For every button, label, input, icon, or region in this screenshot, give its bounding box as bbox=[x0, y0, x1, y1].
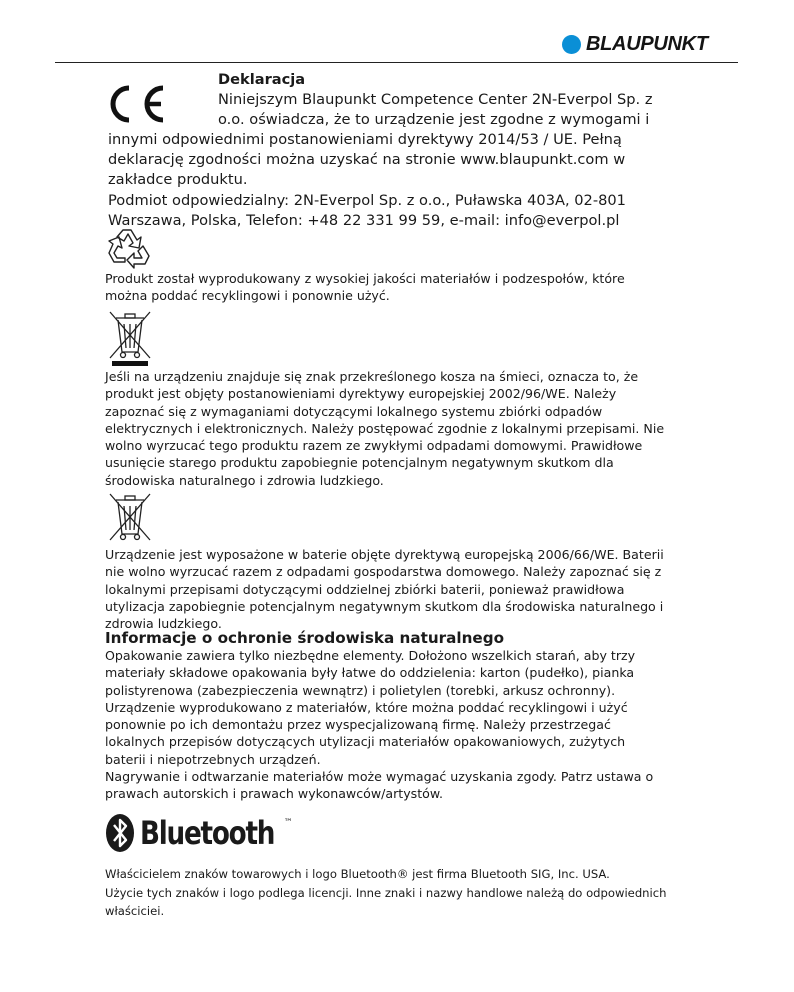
recycling-icon bbox=[105, 224, 155, 270]
ce-mark-icon bbox=[103, 82, 169, 126]
brand-name: BLAUPUNKT bbox=[586, 32, 708, 55]
bluetooth-logo-icon bbox=[105, 813, 135, 853]
declaration-line: innymi odpowiednimi postanowieniami dyrektywy 2014/53 / UE. Pełną bbox=[108, 131, 622, 148]
declaration-line: Podmiot odpowiedzialny: 2N-Everpol Sp. z o.o., Puławska 403A, 02-801 bbox=[108, 192, 626, 209]
environment-title: Informacje o ochronie środowiska naturalnego bbox=[105, 629, 505, 647]
brand-logo bbox=[562, 32, 708, 56]
crossed-bin-battery-icon bbox=[104, 488, 156, 544]
declaration-line: Niniejszym Blaupunkt Competence Center 2N-Everpol Sp. z bbox=[218, 91, 653, 108]
bluetooth-logo-text: Bluetooth bbox=[140, 814, 275, 852]
declaration-line: zakładce produktu. bbox=[108, 171, 248, 188]
declaration-line: Warszawa, Polska, Telefon: +48 22 331 99 59, e-mail: info@everpol.pl bbox=[108, 212, 620, 229]
battery-text: Urządzenie jest wyposażone w baterie objęte dyrektywą europejską 2006/66/WE. Baterii nie wolno wyrzucać razem z odpadami gospodarstwa domowego. Należy zapoznać się z lokalnymi przepisami dotyczącymi oddzielnej zbiórki baterii, ponieważ prawidłowa utylizacja zapobiegnie potencjalnym negatywnym skutkom dla środowiska naturalnego i zdrowia ludzkiego. bbox=[105, 547, 664, 632]
crossed-bin-icon bbox=[104, 308, 156, 368]
header-divider bbox=[55, 62, 738, 63]
environment-text: Opakowanie zawiera tylko niezbędne elementy. Dołożono wszelkich starań, aby trzy materiały składowe opakowania były łatwe do oddzielenia: karton (pudełko), pianka polistyrenowa (zabezpieczenia wewnątrz) i polietylen (torebki, arkusz ochronny). Urządzenie wyprodukowano z materiałów, które można poddać recyklingowi i użyć ponownie po ich demontażu przez wyspecjalizowaną firmę. Należy przestrzegać lokalnych przepisów dotyczących utylizacji materiałów opakowaniowych, zużytych baterii i niepotrzebnych urządzeń. Nagrywanie i odtwarzanie materiałów może wymagać uzyskania zgody. Patrz ustawa o prawach autorskich i prawach wykonawców/artystów. bbox=[105, 648, 654, 802]
weee-text: Jeśli na urządzeniu znajduje się znak przekreślonego kosza na śmieci, oznacza to, że produkt jest objęty postanowieniami dyrektywy europejskiej 2002/96/WE. Należy zapoznać się z wymaganiami dotyczącymi lokalnego systemu zbiórki odpadów elektrycznych i elektronicznych. Należy postępować zgodnie z lokalnymi przepisami. Nie wolno wyrzucać tego produktu razem ze zwykłymi odpadami domowymi. Prawidłowe usunięcie starego produktu zapobiegnie potencjalnym negatywnym skutkom dla środowiska naturalnego i zdrowia ludzkiego. bbox=[105, 369, 665, 488]
trademark-mark: ™ bbox=[283, 818, 293, 828]
bluetooth-logo bbox=[105, 812, 293, 854]
declaration-line: deklarację zgodności można uzyskać na stronie www.blaupunkt.com w bbox=[108, 151, 626, 168]
recycling-text: Produkt został wyprodukowany z wysokiej jakości materiałów i podzespołów, które można poddać recyklingowi i ponownie użyć. bbox=[105, 271, 625, 304]
bluetooth-text: Właścicielem znaków towarowych i logo Bluetooth® jest firma Bluetooth SIG, Inc. USA. Użycie tych znaków i logo podlega licencji. Inne znaki i nazwy handlowe należą do odpowiednich właściciei. bbox=[105, 867, 667, 919]
declaration-line: o.o. oświadcza, że to urządzenie jest zgodne z wymogami i bbox=[218, 111, 650, 128]
declaration-title: Deklaracja bbox=[218, 71, 306, 88]
brand-dot-icon bbox=[562, 35, 581, 54]
